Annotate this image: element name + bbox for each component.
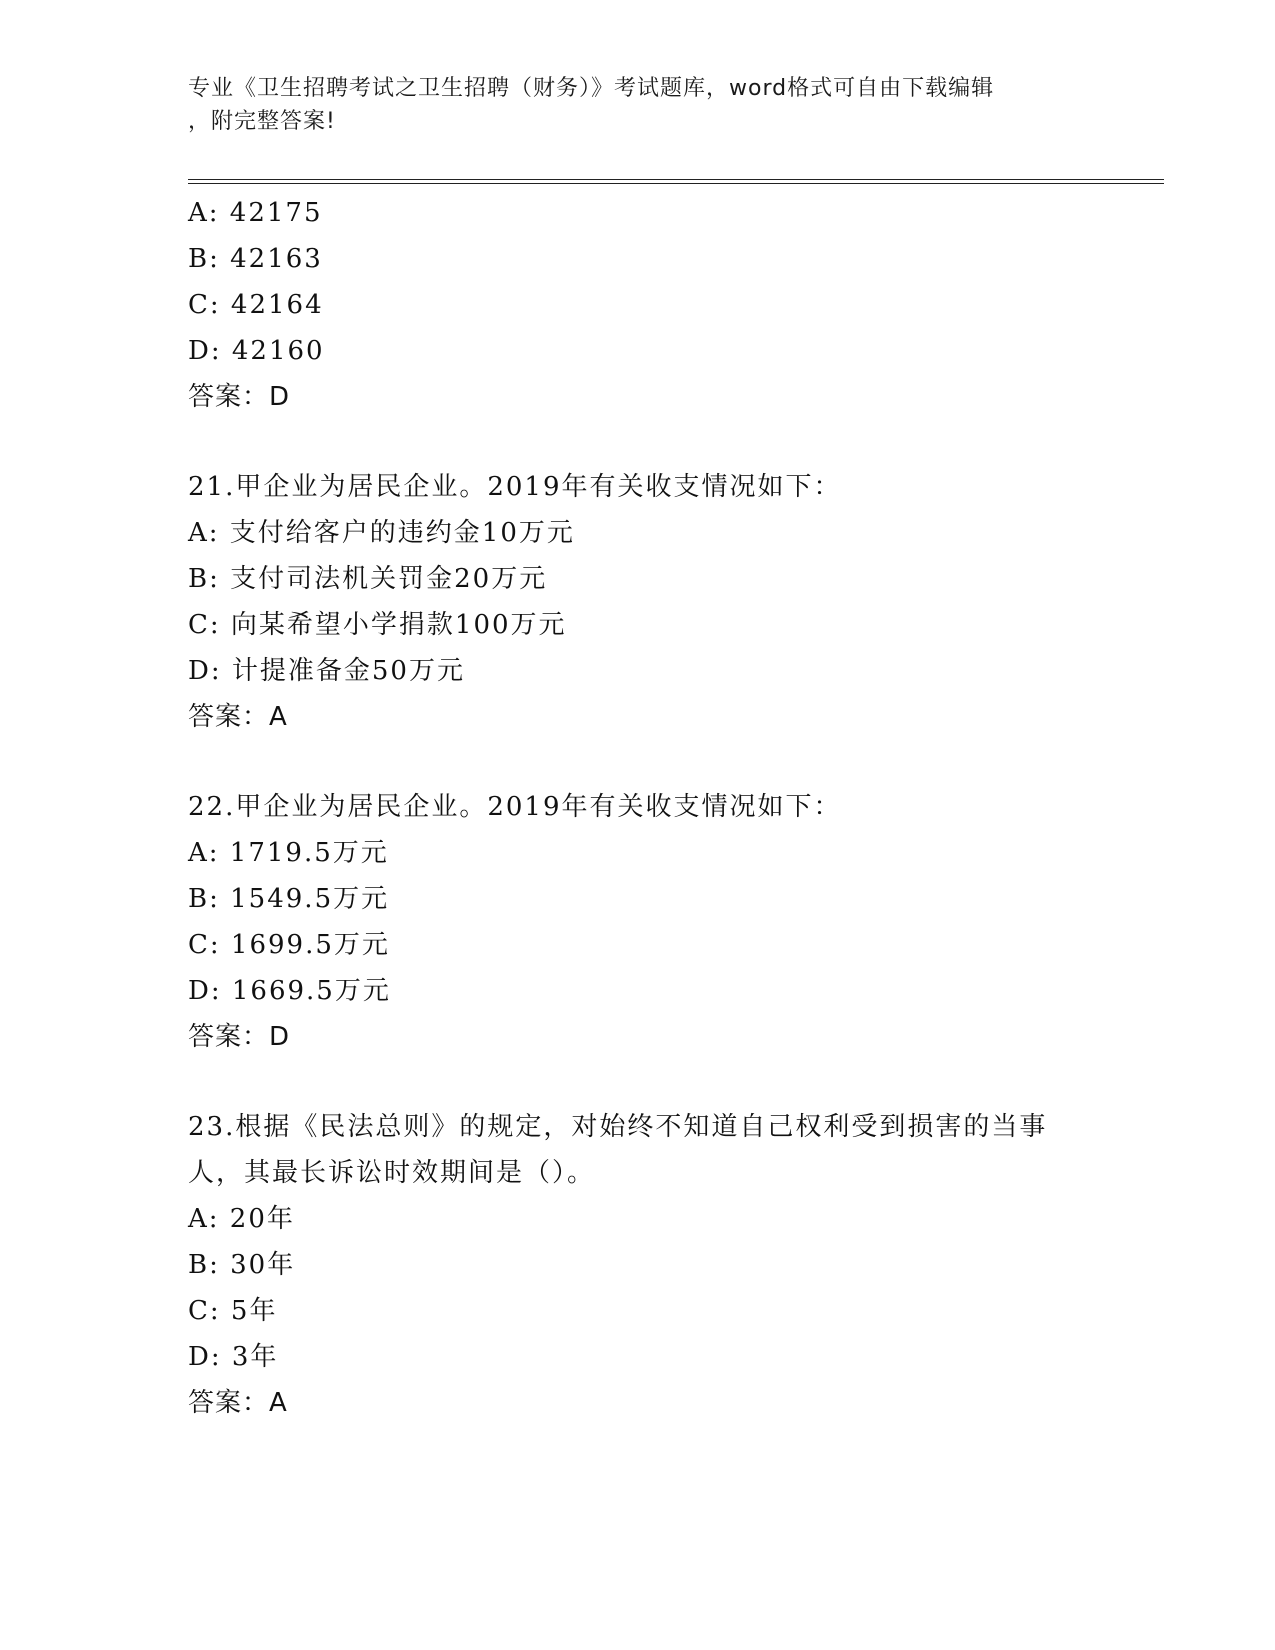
option-c: C: 5年 [188,1296,278,1326]
option-a: A: 支付给客户的违约金10万元 [188,518,575,548]
question-stem: 21.甲企业为居民企业。2019年有关收支情况如下： [188,472,842,502]
header-line-1: 专业《卫生招聘考试之卫生招聘（财务）》考试题库，word格式可自由下载编辑 [188,76,995,101]
option-d: D: 计提准备金50万元 [188,656,465,686]
question-21 [188,464,1088,740]
document-header [188,72,1088,138]
header-divider-top [188,179,1164,180]
option-b: B: 1549.5万元 [188,884,390,914]
option-a: A: 1719.5万元 [188,838,389,868]
question-22 [188,784,1088,1060]
option-b: B: 30年 [188,1250,296,1280]
answer: 答案：D [188,1022,291,1052]
option-d: D: 1669.5万元 [188,976,391,1006]
question-20 [188,190,1088,420]
option-d: D: 3年 [188,1342,279,1372]
question-23 [188,1104,1088,1426]
option-c: C: 42164 [188,290,324,320]
option-c: C: 1699.5万元 [188,930,390,960]
header-divider-bottom [188,183,1164,184]
option-b: B: 42163 [188,244,323,274]
question-stem-line-2: 人，其最长诉讼时效期间是（）。 [188,1158,596,1188]
answer: 答案：A [188,1388,288,1418]
option-c: C: 向某希望小学捐款100万元 [188,610,567,640]
question-list [188,190,1088,1426]
option-b: B: 支付司法机关罚金20万元 [188,564,548,594]
question-stem-line-1: 23.根据《民法总则》的规定，对始终不知道自己权利受到损害的当事 [188,1112,1048,1142]
option-a: A: 20年 [188,1204,295,1234]
option-d: D: 42160 [188,336,325,366]
header-line-2: ，附完整答案! [188,109,336,134]
option-a: A: 42175 [188,198,323,228]
answer: 答案：D [188,382,291,412]
answer: 答案：A [188,702,288,732]
question-stem: 22.甲企业为居民企业。2019年有关收支情况如下： [188,792,842,822]
